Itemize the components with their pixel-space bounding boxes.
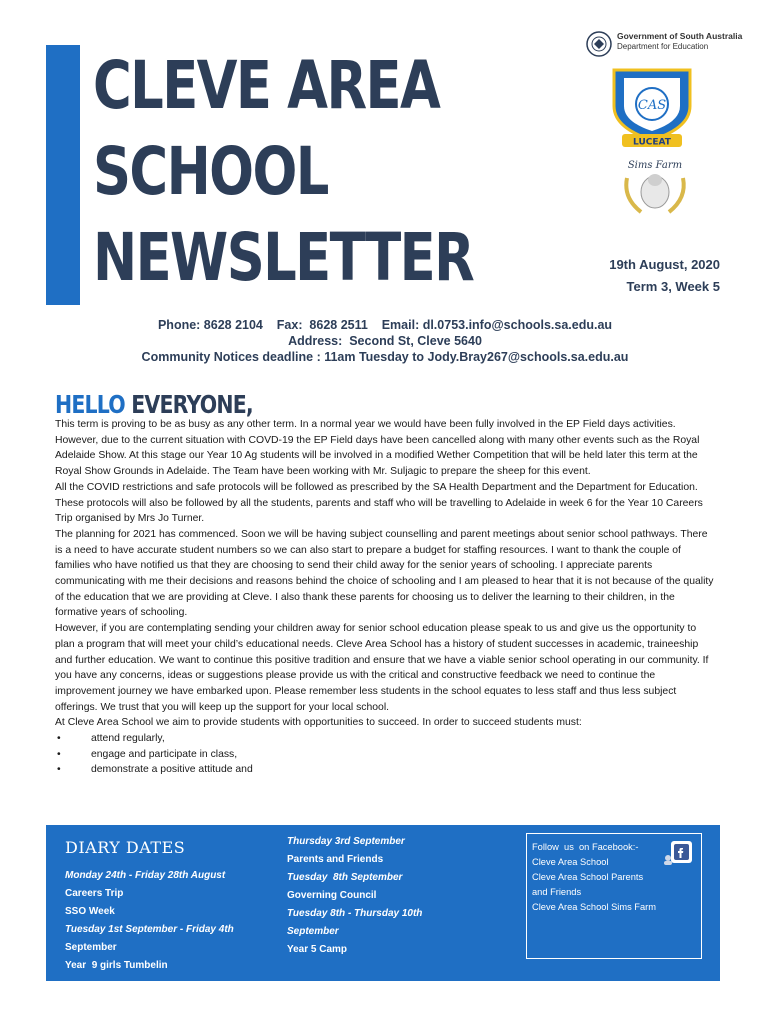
newsletter-title	[93, 43, 473, 301]
facebook-box	[526, 833, 702, 959]
list-item: • attend regularly,	[55, 731, 715, 747]
list-item: • engage and participate in class,	[55, 747, 715, 763]
gov-line-2: Department for Education	[617, 42, 709, 51]
contact-line-2: Address: Second St, Cleve 5640	[288, 334, 482, 348]
diary-entry: Tuesday 8th September	[287, 872, 403, 883]
diary-title: DIARY DATES	[65, 838, 186, 857]
sims-farm-text: Sims Farm	[627, 160, 683, 171]
diary-entry: September	[287, 926, 339, 937]
facebook-page-link[interactable]: Cleve Area School Sims Farm	[532, 902, 657, 912]
diary-entry: Monday 24th - Friday 28th August	[65, 870, 226, 881]
contact-line-1: Phone: 8628 2104 Fax: 8628 2511 Email: dl.0753.info@schools.sa.edu.au	[157, 318, 613, 332]
diary-dates-panel	[46, 825, 720, 981]
facebook-icon[interactable]	[663, 840, 693, 866]
title-line-1: CLEVE AREA	[93, 47, 440, 124]
greeting-heading	[55, 390, 253, 419]
issue-term: Term 3, Week 5	[626, 279, 720, 294]
paragraph: All the COVID restrictions and safe protocols will be followed as prescribed by the SA Health Department and the Department for Education. These protocols will also be followed by all the students, parents and staff who will be travelling to Adelaide in week 6 for the Year 10 Careers Trip organised by Mrs Jo Turner.	[55, 481, 703, 525]
facebook-page-link[interactable]: Cleve Area School	[532, 857, 609, 867]
greeting-part-2: EVERYONE,	[124, 390, 253, 419]
issue-date-block	[609, 254, 720, 298]
diary-entry: September	[65, 942, 117, 953]
greeting-part-1: HELLO	[55, 390, 125, 419]
accent-bar	[46, 45, 80, 305]
paragraph: This term is proving to be as busy as any other term. In a normal year we would have been fully involved in the EP Field days activities. However, due to the current situation with COVD-19 the EP Field days have been cancelled along with many other events such as the Royal Adelaide Show. At this stage our Year 10 Ag students will be involved in a modified Wether Competition that will be held later this term at the Royal Show Grounds in Adelaide. The Team have been working with Mr. Suljagic to prepare the sheep for this event.	[55, 419, 700, 478]
diary-column-2	[287, 833, 497, 959]
requirements-list	[55, 731, 715, 778]
diary-entry: Parents and Friends	[287, 854, 384, 865]
diary-entry: Governing Council	[287, 890, 377, 901]
diary-entry: Tuesday 1st September - Friday 4th	[65, 924, 234, 935]
paragraph: The planning for 2021 has commenced. Soon we will be having subject counselling and parent meetings about senior school pathways. There is a need to have accurate student numbers so we can also start to prepare a budget for staffing resources. I want to thank the couple of families who have notified us that they are choosing to send their child away for the senior years of schooling. I appreciate parents communicating with me their decisions and reasons behind the choice of schooling and I am pleased to hear that it is not because of the quality of the education that we are providing at Cleve. I also thank these parents for choosing us to deliver the learning to their children, in the formative years of schooling.	[55, 528, 714, 619]
crest-initials: CAS	[637, 98, 667, 113]
diary-entry: Tuesday 8th - Thursday 10th	[287, 908, 423, 919]
crest-motto: LUCEAT	[633, 137, 671, 148]
paragraph: At Cleve Area School we aim to provide students with opportunities to succeed. In order to succeed students must:	[55, 717, 582, 729]
government-text	[617, 31, 742, 52]
diary-column-1	[65, 837, 275, 975]
school-crest-logo	[602, 66, 702, 156]
sims-farm-logo	[615, 150, 695, 222]
diary-entry: SSO Week	[65, 906, 115, 917]
newsletter-body	[55, 417, 715, 778]
diary-entry: Thursday 3rd September	[287, 836, 405, 847]
paragraph: However, if you are contemplating sending your children away for senior school education please speak to us and give us the opportunity to plan a program that will meet your child’s educational needs. Cleve Area School has a history of student successes in academic, traineeship and further education. We want to continue this positive tradition and ensure that we have a viable senior school operating in our community. If you have any concerns, ideas or suggestions please provide us with the critical and constructive feedback we need to continue the improvement journey we have embarked upon. Please remember less students in the school equates to less staff and thus less subject offerings. We trust that you will keep up the support for your local school.	[55, 623, 709, 713]
diary-entry: Careers Trip	[65, 888, 124, 899]
gov-line-1: Government of South Australia	[617, 31, 743, 41]
facebook-label: Follow us on Facebook:-	[532, 842, 639, 852]
contact-line-3: Community Notices deadline : 11am Tuesday to Jody.Bray267@schools.sa.edu.au	[141, 350, 629, 364]
list-item: • demonstrate a positive attitude and	[55, 762, 715, 778]
diary-entry: Year 9 girls Tumbelin	[65, 960, 168, 971]
title-line-3: NEWSLETTER	[93, 219, 474, 296]
contact-info	[0, 317, 770, 365]
facebook-page-link[interactable]: Cleve Area School Parents	[532, 872, 644, 882]
facebook-page-link[interactable]: and Friends	[532, 887, 582, 897]
diary-entry: Year 5 Camp	[287, 944, 348, 955]
issue-date: 19th August, 2020	[609, 257, 720, 272]
title-line-2: SCHOOL	[93, 133, 328, 210]
